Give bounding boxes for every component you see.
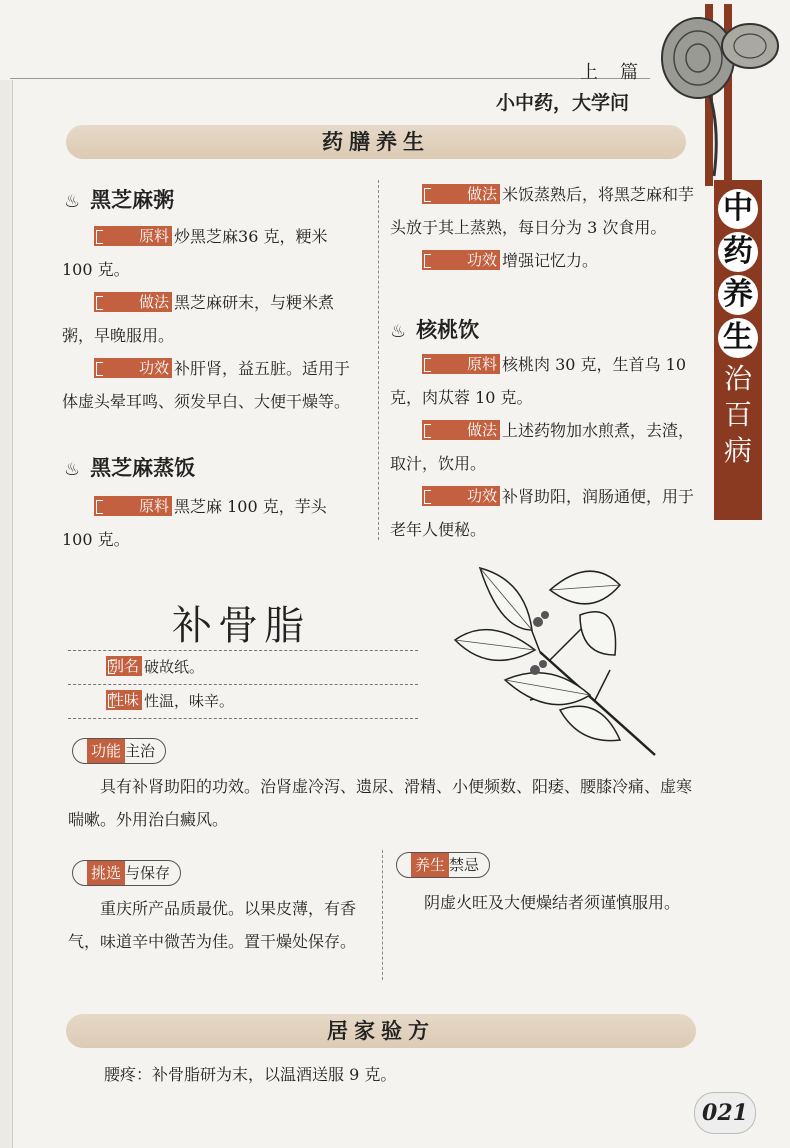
ingredients-text: 黑芝麻 100 克，芋头 100 克。 [62, 497, 327, 549]
section-banner-home-remedy: 居家验方 [66, 1014, 696, 1048]
function-text: 具有补肾助阳的功效。治肾虚冷泻、遗尿、滑精、小便频数、阳痿、腰膝冷痛、虚寒喘嗽。外用治白癜风。 [68, 777, 693, 829]
ingredients-text: 炒黑芝麻36 克，粳米 100 克。 [62, 227, 328, 279]
method-tag: 做法 [422, 184, 500, 204]
method-tag: 做法 [94, 292, 172, 312]
recipe-title-text: 黑芝麻蒸饭 [90, 456, 196, 480]
function-label-highlight: 功能 [87, 739, 125, 763]
selection-text: 重庆所产品质最优。以果皮薄，有香气，味道辛中微苦为佳。置干燥处保存。 [68, 899, 357, 951]
nature-line [106, 690, 234, 712]
sidebar-char: 养 [718, 275, 758, 315]
effect-text: 增强记忆力。 [502, 251, 599, 270]
sidebar-char: 治 [723, 362, 752, 395]
ingredients-tag: 原料 [94, 496, 172, 516]
recipe-title-sesame-steamed-rice [64, 452, 195, 482]
recipe-left-body-2 [62, 490, 362, 556]
psoralea-plant-illustration [440, 560, 670, 760]
alias-line [106, 656, 204, 678]
ingredients-line [62, 490, 362, 556]
ingredients-line [390, 348, 695, 414]
method-line [62, 286, 362, 352]
header-rule [10, 78, 650, 79]
effect-line [390, 480, 695, 546]
steam-icon: ♨ [64, 191, 81, 212]
alias-tag: 别名 [106, 656, 142, 676]
steam-icon: ♨ [64, 459, 81, 480]
header-subtitle: 小中药，大学问 [496, 92, 630, 114]
taboo-label-rest: 禁忌 [449, 856, 480, 874]
recipe-right-body [390, 348, 695, 546]
recipe-title-sesame-porridge [64, 184, 174, 214]
function-label [72, 738, 166, 764]
effect-line [390, 244, 695, 277]
recipe-title-text: 黑芝麻粥 [90, 188, 175, 212]
ingredients-tag: 原料 [94, 226, 172, 246]
method-text: 上述药物加水煎煮，去渣，取汁，饮用。 [390, 421, 695, 473]
section-banner-medicated-diet: 药膳养生 [66, 125, 686, 159]
recipe-right-continued [390, 178, 695, 277]
nature-text: 性温，味辛。 [144, 692, 235, 710]
method-tag: 做法 [422, 420, 500, 440]
taboo-text: 阴虚火旺及大便燥结者须谨慎服用。 [424, 893, 681, 912]
sidebar-title [714, 180, 762, 520]
effect-tag: 功效 [94, 358, 172, 378]
sidebar-char: 百 [723, 398, 752, 431]
nature-tag: 性味 [106, 690, 142, 710]
page-number-text: 021 [702, 1100, 748, 1126]
column-divider [382, 850, 383, 980]
rule [68, 718, 418, 719]
selection-label-highlight: 挑选 [87, 861, 125, 885]
remedy-text: 腰疼：补骨脂研为末，以温酒送服 9 克。 [104, 1065, 397, 1084]
ingredients-tag: 原料 [422, 354, 500, 374]
steam-icon: ♨ [390, 321, 407, 342]
rule [68, 684, 418, 685]
rule [68, 650, 418, 651]
effect-tag: 功效 [422, 250, 500, 270]
recipe-title-text: 核桃饮 [416, 318, 480, 342]
sidebar-char: 中 [718, 189, 758, 229]
lingzhi-illustration [650, 0, 790, 190]
page-left-edge [0, 80, 13, 1148]
function-label-rest: 主治 [125, 742, 156, 760]
taboo-label-highlight: 养生 [411, 853, 449, 877]
sidebar-char: 药 [718, 232, 758, 272]
effect-text: 补肾助阳，润肠通便，用于老年人便秘。 [390, 487, 695, 539]
effect-text: 补肝肾，益五脏。适用于体虚头晕耳鸣、须发早白、大便干燥等。 [62, 359, 351, 411]
effect-tag: 功效 [422, 486, 500, 506]
header-part: 上 篇 [580, 62, 640, 83]
herb-name: 补骨脂 [172, 603, 310, 649]
ingredients-text: 核桃肉 30 克，生首乌 10 克，肉苁蓉 10 克。 [390, 355, 686, 407]
recipe-left-body [62, 220, 362, 418]
effect-line [62, 352, 362, 418]
sidebar-char: 病 [723, 434, 752, 467]
page-number [694, 1092, 756, 1134]
method-line [390, 178, 695, 244]
recipe-title-walnut-drink [390, 314, 479, 344]
method-line [390, 414, 695, 480]
taboo-label [396, 852, 490, 878]
method-text: 米饭蒸熟后，将黑芝麻和芋头放于其上蒸熟，每日分为 3 次食用。 [390, 185, 695, 237]
alias-text: 破故纸。 [144, 658, 205, 676]
ingredients-line [62, 220, 362, 286]
method-text: 黑芝麻研末，与粳米煮粥，早晚服用。 [62, 293, 335, 345]
selection-label [72, 860, 181, 886]
selection-label-rest: 与保存 [125, 864, 171, 882]
column-divider [378, 180, 379, 540]
sidebar-char: 生 [718, 318, 758, 358]
